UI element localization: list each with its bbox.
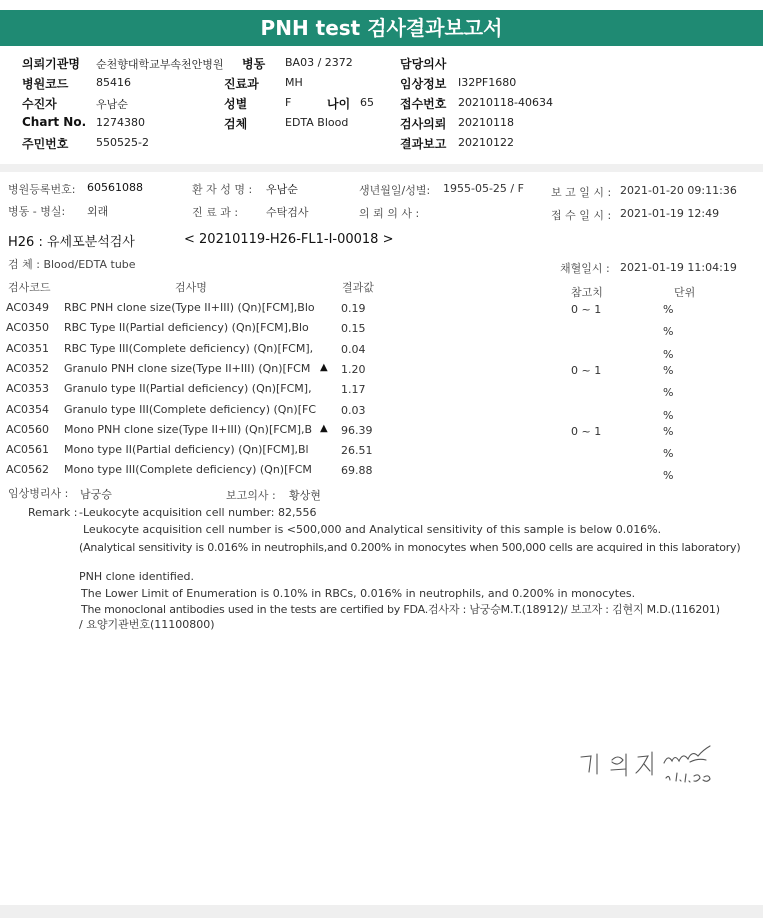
row-unit: %	[663, 348, 674, 361]
sex-value: F	[285, 96, 292, 109]
reg-value: 60561088	[87, 181, 143, 194]
row-unit: %	[663, 364, 674, 377]
remark-line: / 요양기관번호(11100800)	[79, 618, 215, 631]
row-result: 26.51	[341, 444, 373, 457]
collect-label: 채혈일시 :	[560, 262, 610, 275]
col-header-name: 검사명	[175, 281, 207, 294]
row-high-flag-icon: ▲	[320, 362, 328, 373]
clinical-label: 임상정보	[400, 77, 447, 91]
dept-value: MH	[285, 76, 303, 89]
receipt-label: 접수번호	[400, 97, 447, 111]
doc-sub-label: 의 뢰 의 사 :	[359, 207, 420, 220]
row-result: 0.04	[341, 343, 366, 356]
patient-label: 수진자	[22, 97, 57, 111]
dob-label: 생년월일/성별:	[359, 184, 431, 197]
reg-label: 병원등록번호:	[8, 183, 76, 196]
request-info-panel	[0, 46, 763, 165]
row-result: 0.19	[341, 302, 366, 315]
row-result: 69.88	[341, 464, 373, 477]
row-test-name: Mono PNH clone size(Type II+III) (Qn)[FCM],B	[64, 423, 313, 436]
row-test-name: RBC Type III(Complete deficiency) (Qn)[FCM],	[64, 342, 314, 355]
row-result: 1.17	[341, 383, 366, 396]
chart-value: 1274380	[96, 116, 145, 129]
accession-number: < 20210119-H26-FL1-I-00018 >	[184, 232, 394, 247]
chart-label: Chart No.	[22, 115, 87, 129]
signature-handwriting	[578, 740, 728, 790]
row-result: 0.15	[341, 322, 366, 335]
rdate-value: 2021-01-20 09:11:36	[620, 184, 737, 197]
age-label: 나이	[327, 97, 351, 111]
row-test-name: RBC PNH clone size(Type II+III) (Qn)[FCM],Blo	[64, 301, 315, 314]
row-code: AC0561	[6, 443, 50, 456]
specimen-label: 검체	[224, 117, 248, 131]
name-value: 우남순	[266, 183, 298, 196]
pathologist-label: 임상병리사 :	[8, 487, 69, 500]
page-footer-bar	[0, 905, 763, 918]
doctor-label: 담당의사	[400, 57, 447, 71]
adate-label: 접 수 일 시 :	[551, 209, 612, 222]
collect-value: 2021-01-19 11:04:19	[620, 261, 737, 274]
clinical-value: I32PF1680	[458, 76, 517, 89]
signature	[578, 740, 728, 794]
reporter-label: 보고의사 :	[226, 489, 276, 502]
row-code: AC0354	[6, 403, 50, 416]
pathologist-value: 남궁승	[80, 488, 112, 501]
row-unit: %	[663, 409, 674, 422]
col-header-unit: 단위	[674, 286, 696, 299]
remark-line: (Analytical sensitivity is 0.016% in neutrophils,and 0.200% in monocytes when 500,000 cells are acquired in this laboratory)	[79, 541, 741, 554]
age-value: 65	[360, 96, 374, 109]
row-reference: 0 ~ 1	[571, 303, 602, 316]
remark-line: -Leukocyte acquisition cell number: 82,556	[79, 506, 317, 519]
remark-line: The Lower Limit of Enumeration is 0.10% in RBCs, 0.016% in neutrophils, and 0.200% in monocytes.	[81, 587, 636, 600]
row-result: 0.03	[341, 404, 366, 417]
report-value: 20210122	[458, 136, 514, 149]
receipt-value: 20210118-40634	[458, 96, 553, 109]
dob-value: 1955-05-25 / F	[443, 182, 524, 195]
ward-label: 병동	[242, 57, 266, 71]
row-code: AC0562	[6, 463, 50, 476]
col-header-ref: 참고치	[571, 286, 603, 299]
dept-label: 진료과	[224, 77, 259, 91]
row-unit: %	[663, 447, 674, 460]
request-value: 20210118	[458, 116, 514, 129]
row-unit: %	[663, 325, 674, 338]
section-title: H26 : 유세포분석검사	[8, 235, 135, 250]
row-code: AC0350	[6, 321, 50, 334]
inst-label: 의뢰기관명	[22, 57, 80, 71]
hosp-code-value: 85416	[96, 76, 131, 89]
row-test-name: Mono type II(Partial deficiency) (Qn)[FCM],Bl	[64, 443, 309, 456]
row-code: AC0349	[6, 301, 50, 314]
remark-line: The monoclonal antibodies used in the tests are certified by FDA.검사자 : 남궁승M.T.(18912)/ 보고자 : 김현지 M.D.(116201)	[81, 603, 720, 616]
remark-line: Leukocyte acquisition cell number is <500,000 and Analytical sensitivity of this sample is below 0.016%.	[83, 523, 662, 536]
sex-label: 성별	[224, 97, 248, 111]
row-high-flag-icon: ▲	[320, 423, 328, 434]
row-code: AC0352	[6, 362, 50, 375]
row-reference: 0 ~ 1	[571, 425, 602, 438]
row-test-name: RBC Type II(Partial deficiency) (Qn)[FCM],Blo	[64, 321, 309, 334]
row-result: 1.20	[341, 363, 366, 376]
ssn-label: 주민번호	[22, 137, 69, 151]
report-title: PNH test 검사결과보고서	[0, 10, 763, 46]
row-test-name: Granulo type II(Partial deficiency) (Qn)[FCM],	[64, 382, 312, 395]
hosp-code-label: 병원코드	[22, 77, 69, 91]
row-test-name: Mono type III(Complete deficiency) (Qn)[FCM	[64, 463, 312, 476]
row-test-name: Granulo PNH clone size(Type II+III) (Qn)[FCM	[64, 362, 311, 375]
row-code: AC0560	[6, 423, 50, 436]
adate-value: 2021-01-19 12:49	[620, 207, 720, 220]
row-unit: %	[663, 303, 674, 316]
separator-band	[0, 164, 763, 172]
row-unit: %	[663, 386, 674, 399]
specimen-value: EDTA Blood	[285, 116, 349, 129]
specimen-line: 검 체 : Blood/EDTA tube	[8, 258, 136, 271]
col-header-code: 검사코드	[8, 281, 51, 294]
row-unit: %	[663, 469, 674, 482]
row-unit: %	[663, 425, 674, 438]
ward-room-label: 병동 - 병실:	[8, 205, 66, 218]
patient-value: 우남순	[96, 98, 128, 111]
request-label: 검사의뢰	[400, 117, 447, 131]
ward-value: BA03 / 2372	[285, 56, 353, 69]
remark-label: Remark :	[28, 506, 78, 519]
ward-room-value: 외래	[87, 205, 109, 218]
remark-line: PNH clone identified.	[79, 570, 195, 583]
ssn-value: 550525-2	[96, 136, 149, 149]
row-test-name: Granulo type III(Complete deficiency) (Qn)[FC	[64, 403, 316, 416]
dept-sub-label: 진 료 과 :	[192, 206, 239, 219]
report-label: 결과보고	[400, 137, 447, 151]
name-label: 환 자 성 명 :	[192, 183, 253, 196]
inst-value: 순천향대학교부속천안병원	[96, 58, 224, 71]
rdate-label: 보 고 일 시 :	[551, 186, 612, 199]
col-header-result: 결과값	[342, 281, 374, 294]
row-reference: 0 ~ 1	[571, 364, 602, 377]
row-result: 96.39	[341, 424, 373, 437]
row-code: AC0351	[6, 342, 50, 355]
reporter-value: 황상현	[289, 489, 321, 502]
dept-sub-value: 수탁검사	[266, 206, 309, 219]
row-code: AC0353	[6, 382, 50, 395]
